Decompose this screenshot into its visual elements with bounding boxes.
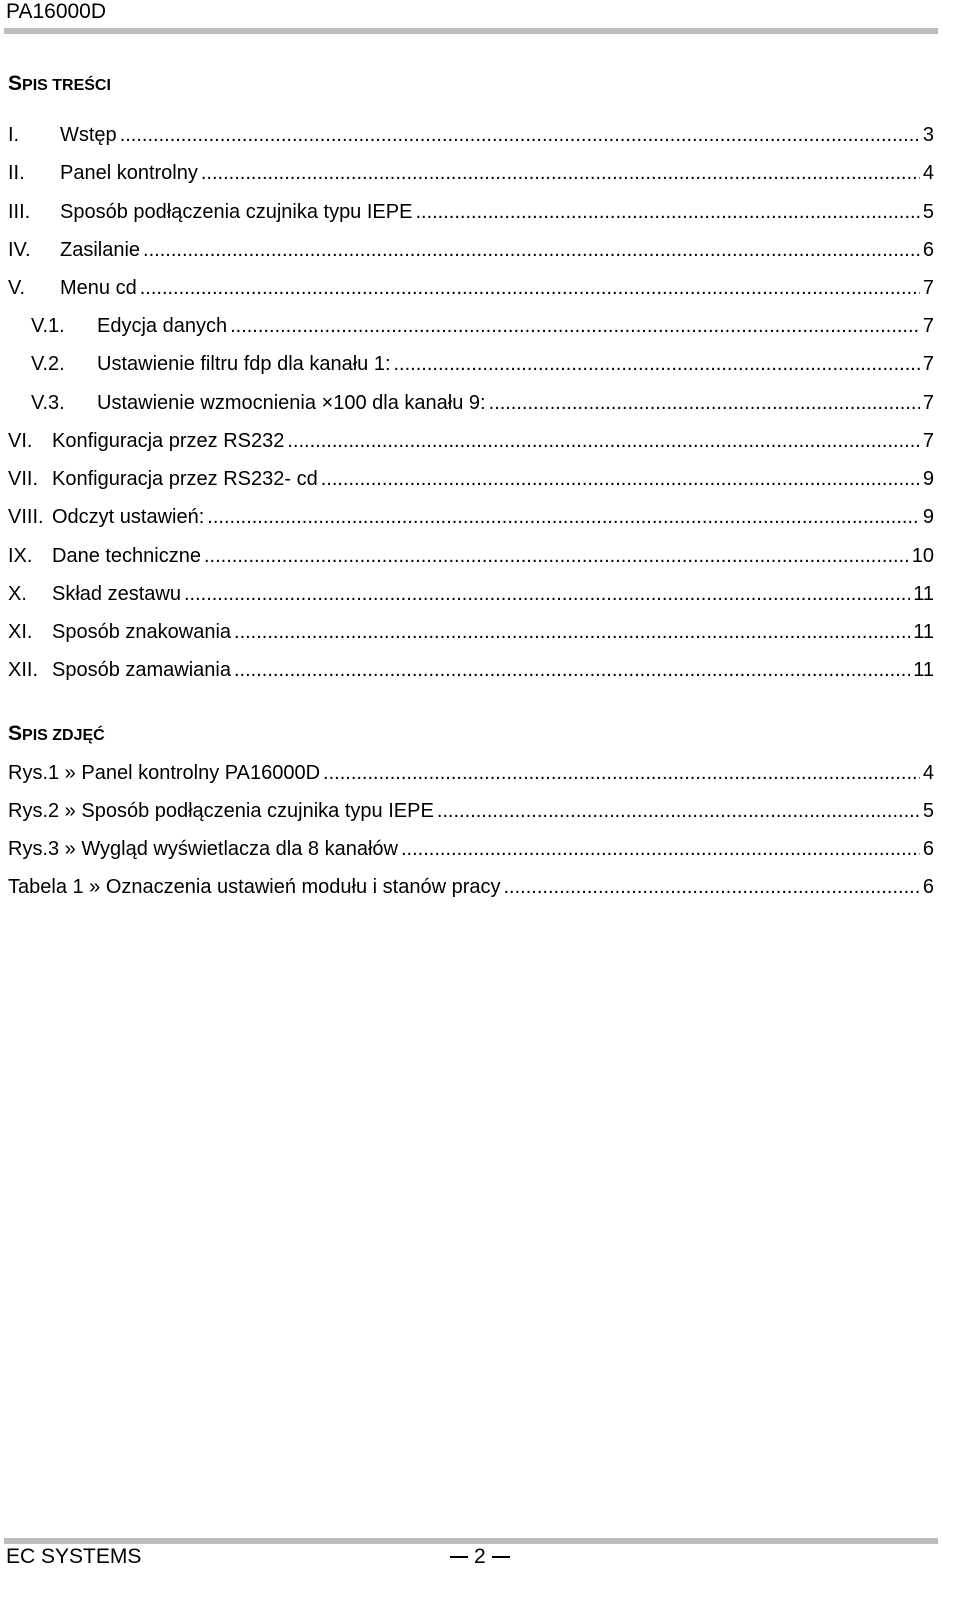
figures-heading — [8, 722, 105, 748]
toc-dot-leader — [234, 613, 910, 651]
figure-entry[interactable] — [0, 792, 960, 830]
toc-entry[interactable] — [0, 193, 960, 231]
toc-entry-title: Ustawienie wzmocnienia ×100 dla kanału 9: — [97, 392, 486, 414]
toc-entry-page: 9 — [922, 468, 934, 490]
toc-dot-leader — [143, 231, 920, 269]
toc-entry-page: 9 — [922, 506, 934, 528]
toc-entry-page: 7 — [922, 315, 934, 337]
toc-subentry[interactable] — [0, 307, 960, 345]
figures-heading-rest: PIS ZDJĘĆ — [22, 727, 105, 744]
toc-entry[interactable] — [0, 269, 960, 307]
figure-entry[interactable] — [0, 754, 960, 792]
figure-entry-title: Tabela 1 » Oznaczenia ustawień modułu i stanów pracy — [8, 876, 501, 898]
toc-entry-number: V. — [8, 277, 26, 299]
toc-entry-number: V.3. — [31, 392, 65, 414]
toc-entry-title: Zasilanie — [60, 239, 141, 261]
toc-entry[interactable] — [0, 537, 960, 575]
toc-entry-title: Sposób podłączenia czujnika typu IEPE — [60, 201, 413, 223]
figures-heading-initial: S — [8, 722, 23, 745]
toc-entry-page: 11 — [913, 659, 934, 681]
toc-entry-page: 4 — [922, 162, 934, 184]
toc-entry[interactable] — [0, 575, 960, 613]
toc-entry-number: V.2. — [31, 353, 65, 375]
toc-entry-title: Menu cd — [60, 277, 137, 299]
toc-dot-leader — [120, 116, 920, 154]
toc-entry-number: III. — [8, 201, 31, 223]
figure-dot-leader — [323, 754, 920, 792]
toc-entry[interactable] — [0, 116, 960, 154]
toc-entry-page: 7 — [922, 277, 934, 299]
toc-entry-page: 5 — [922, 201, 934, 223]
page-number-value: 2 — [474, 1545, 486, 1568]
figure-entry-title: Rys.1 » Panel kontrolny PA16000D — [8, 762, 321, 784]
toc-dot-leader — [207, 498, 920, 536]
toc-entry-number: IX. — [8, 545, 33, 567]
toc-entry-number: XII. — [8, 659, 39, 681]
toc-dot-leader — [140, 269, 920, 307]
toc-entry[interactable] — [0, 613, 960, 651]
toc-entry[interactable] — [0, 154, 960, 192]
toc-entry[interactable] — [0, 651, 960, 689]
toc-entry-number: VI. — [8, 430, 33, 452]
toc-entry[interactable] — [0, 498, 960, 536]
toc-subentry[interactable] — [0, 384, 960, 422]
toc-entry-page: 11 — [913, 621, 934, 643]
toc-dot-leader — [489, 384, 920, 422]
toc-dot-leader — [415, 193, 919, 231]
toc-entry-page: 11 — [913, 583, 934, 605]
toc-heading-initial: S — [8, 72, 23, 95]
toc-entry-title: Panel kontrolny — [60, 162, 198, 184]
toc-dot-leader — [184, 575, 910, 613]
footer-company-name: EC SYSTEMS — [6, 1545, 142, 1568]
toc-dot-leader — [201, 154, 920, 192]
toc-entry-title: Sposób zamawiania — [52, 659, 231, 681]
toc-entry-title: Skład zestawu — [52, 583, 181, 605]
toc-entry-page: 10 — [911, 545, 934, 567]
figure-entry-page: 6 — [922, 838, 934, 860]
toc-entry-title: Odczyt ustawień: — [52, 506, 205, 528]
toc-dot-leader — [287, 422, 920, 460]
toc-entry-title: Konfiguracja przez RS232- cd — [52, 468, 318, 490]
figure-entry-title: Rys.2 » Sposób podłączenia czujnika typu IEPE — [8, 800, 434, 822]
toc-entry-number: II. — [8, 162, 25, 184]
toc-dot-leader — [394, 345, 920, 383]
toc-entry-title: Ustawienie filtru fdp dla kanału 1: — [97, 353, 391, 375]
toc-entry-page: 7 — [922, 392, 934, 414]
figure-dot-leader — [504, 868, 920, 906]
figure-dot-leader — [401, 830, 920, 868]
toc-entry-page: 7 — [922, 353, 934, 375]
toc-entry-title: Sposób znakowania — [52, 621, 232, 643]
toc-subentry[interactable] — [0, 345, 960, 383]
toc-entry-number: V.1. — [31, 315, 65, 337]
toc-entry[interactable] — [0, 422, 960, 460]
toc-entry[interactable] — [0, 231, 960, 269]
toc-dot-leader — [321, 460, 920, 498]
toc-entry-number: VII. — [8, 468, 39, 490]
toc-entry-page: 6 — [922, 239, 934, 261]
page-number-dash-right — [492, 1556, 510, 1558]
toc-entry-number: IV. — [8, 239, 31, 261]
figure-entry[interactable] — [0, 868, 960, 906]
figure-entry-title: Rys.3 » Wygląd wyświetlacza dla 8 kanałów — [8, 838, 398, 860]
toc-entry-page: 3 — [922, 124, 934, 146]
toc-entry-number: VIII. — [8, 506, 44, 528]
figure-entry-page: 4 — [922, 762, 934, 784]
toc-entry-title: Konfiguracja przez RS232 — [52, 430, 285, 452]
toc-entry-title: Wstęp — [60, 124, 117, 146]
toc-entry-title: Edycja danych — [97, 315, 228, 337]
toc-entry-number: I. — [8, 124, 20, 146]
toc-heading — [8, 72, 111, 98]
figure-entry-page: 5 — [922, 800, 934, 822]
figure-dot-leader — [437, 792, 920, 830]
page-number-dash-left — [450, 1556, 468, 1558]
toc-dot-leader — [234, 651, 910, 689]
header-divider — [4, 28, 938, 34]
footer-page-number — [444, 1544, 516, 1570]
toc-dot-leader — [204, 537, 909, 575]
toc-entry-number: XI. — [8, 621, 33, 643]
toc-entry-page: 7 — [922, 430, 934, 452]
document-header-title: PA16000D — [6, 0, 107, 23]
toc-dot-leader — [230, 307, 920, 345]
figure-entry[interactable] — [0, 830, 960, 868]
toc-entry-number: X. — [8, 583, 27, 605]
toc-entry[interactable] — [0, 460, 960, 498]
toc-heading-rest: PIS TREŚCI — [22, 77, 111, 94]
toc-entry-title: Dane techniczne — [52, 545, 201, 567]
figure-entry-page: 6 — [922, 876, 934, 898]
